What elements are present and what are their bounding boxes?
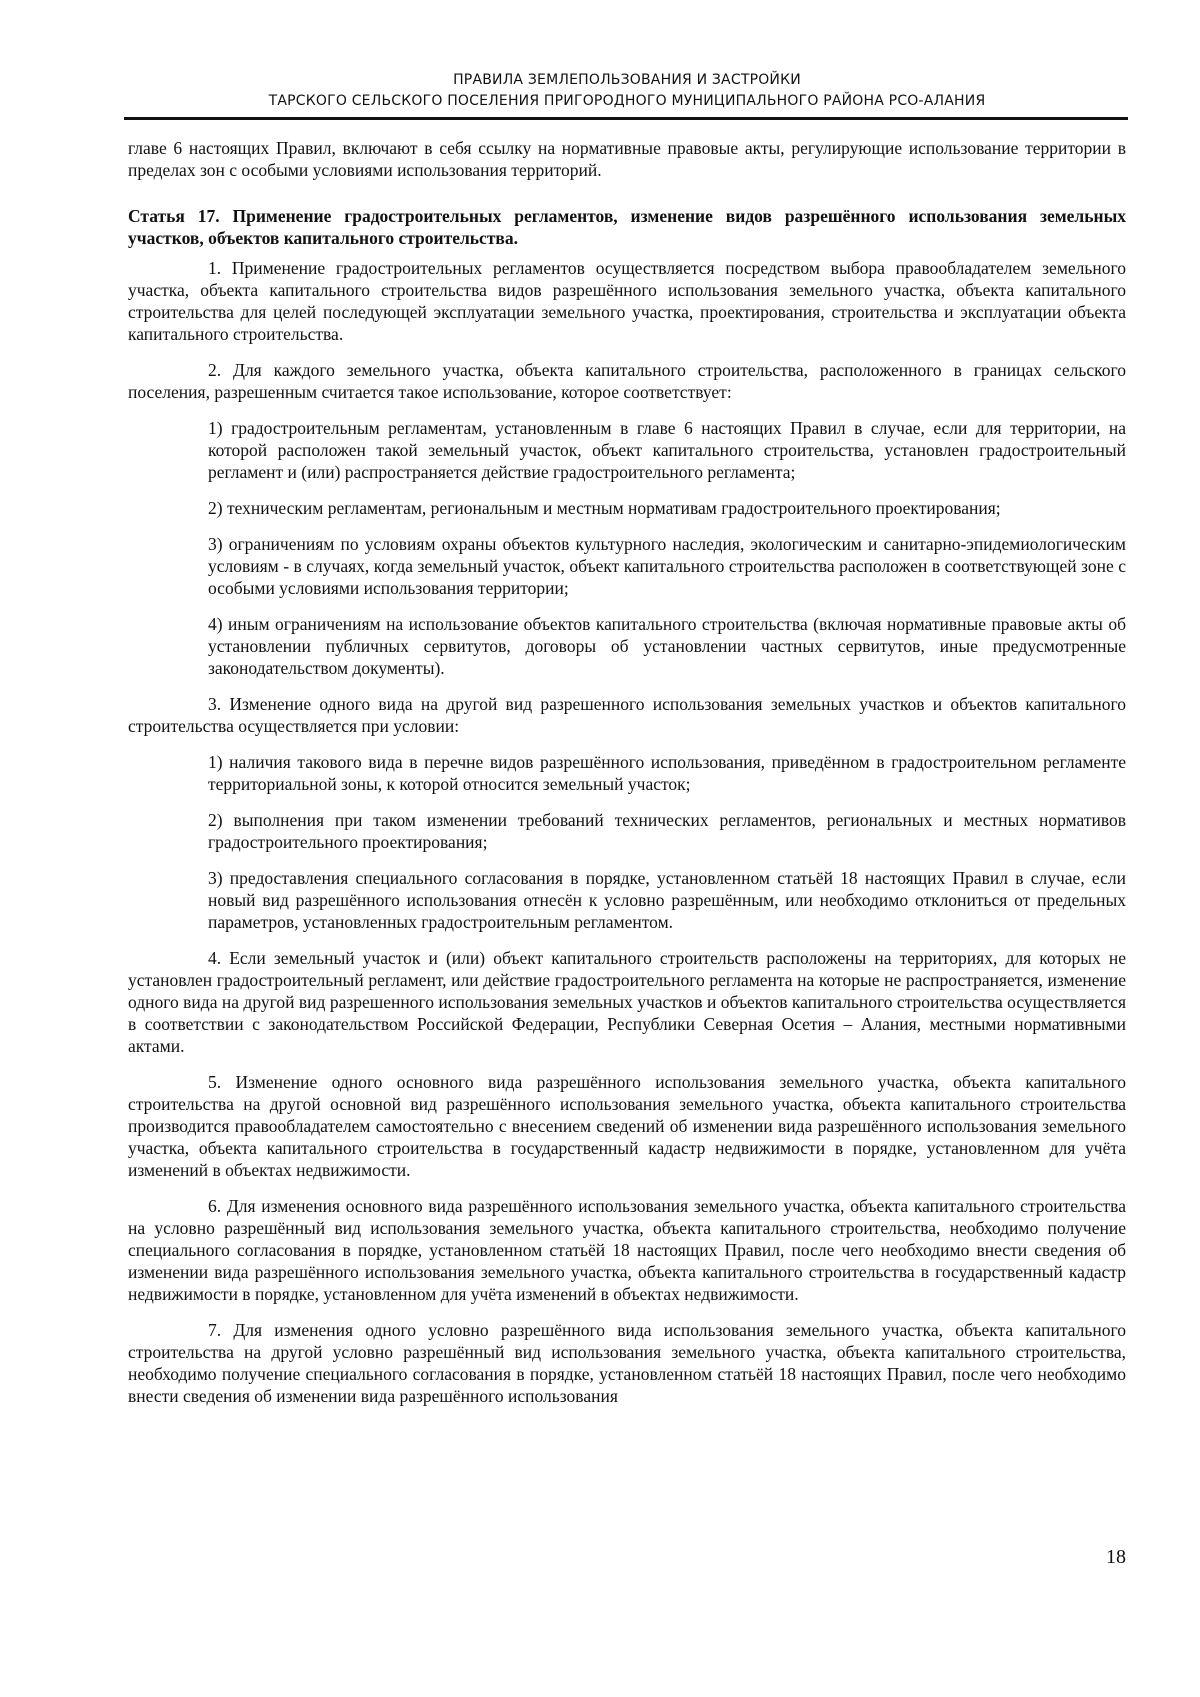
paragraph-2-item-1: 1) градостроительным регламентам, установленным в главе 6 настоящих Правил в случае, если для территории, на которой расположен такой земельный участок, объект капитального строительства, установлен градостроительный регламент и (или) распространяется действие градостроительного регламента;: [208, 418, 1126, 482]
paragraph-4: 4. Если земельный участок и (или) объект капитального строительств расположены на территориях, для которых не установлен градостроительный регламент, или действие градостроительного регламента на которые не распространяется, изменение одного вида на другой вид разрешенного использования земельных участков и объектов капитального строительства осуществляется в соответствии с законодательством Российской Федерации, Республики Северная Осетия – Алания, местными нормативными актами.: [128, 948, 1126, 1056]
paragraph-3-item-2: 2) выполнения при таком изменении требований технических регламентов, региональных и местных нормативов градостроительного проектирования;: [208, 810, 1126, 852]
header-title-line-1: ПРАВИЛА ЗЕМЛЕПОЛЬЗОВАНИЯ И ЗАСТРОЙКИ: [453, 72, 801, 88]
article-title: Статья 17. Применение градостроительных регламентов, изменение видов разрешённого использования земельных участков, объектов капитального строительства.: [128, 206, 1126, 248]
header-title-line-2: ТАРСКОГО СЕЛЬСКОГО ПОСЕЛЕНИЯ ПРИГОРОДНОГО МУНИЦИПАЛЬНОГО РАЙОНА РСО-АЛАНИЯ: [268, 93, 986, 109]
paragraph-2-item-2: 2) техническим регламентам, региональным и местным нормативам градостроительного проектирования;: [208, 498, 1001, 518]
document-body: [128, 137, 1126, 1421]
paragraph-1: 1. Применение градостроительных регламентов осуществляется посредством выбора правообладателем земельного участка, объекта капитального строительства видов разрешённого использования земельного участка, объекта капитального строительства для целей последующей эксплуатации земельного участка, проектирования, строительства и эксплуатации объекта капитального строительства.: [128, 258, 1126, 344]
paragraph-7: 7. Для изменения одного условно разрешённого вида использования земельного участка, объекта капитального строительства на другой условно разрешённый вид использования земельного участка, объекта капитального строительства, необходимо получение специального согласования в порядке, установленном статьёй 18 настоящих Правил, после чего необходимо внести сведения об изменении вида разрешённого использования: [128, 1320, 1126, 1406]
paragraph-6: 6. Для изменения основного вида разрешённого использования земельного участка, объекта капитального строительства на условно разрешённый вид использования земельного участка, объекта капитального строительства, необходимо получение специального согласования в порядке, установленном статьёй 18 настоящих Правил, после чего необходимо внести сведения об изменении вида разрешённого использования земельного участка, объекта капитального строительства в государственный кадастр недвижимости в порядке, установленном для учёта изменений в объектах недвижимости.: [128, 1196, 1126, 1304]
header-divider: [124, 117, 1128, 120]
paragraph-2: 2. Для каждого земельного участка, объекта капитального строительства, расположенного в границах сельского поселения, разрешенным считается такое использование, которое соответствует:: [128, 360, 1126, 402]
page-header: [128, 70, 1126, 112]
paragraph-2-item-3: 3) ограничениям по условиям охраны объектов культурного наследия, экологическим и санитарно-эпидемиологическим условиям - в случаях, когда земельный участок, объект капитального строительства расположен в соответствующей зоне с особыми условиями использования территории;: [208, 534, 1126, 598]
paragraph-2-item-4: 4) иным ограничениям на использование объектов капитального строительства (включая нормативные правовые акты об установлении публичных сервитутов, договоры об установлении частных сервитутов, иные предусмотренные законодательством документы).: [208, 614, 1126, 678]
intro-paragraph: главе 6 настоящих Правил, включают в себя ссылку на нормативные правовые акты, регулирующие использование территории в пределах зон с особыми условиями использования территорий.: [128, 138, 1126, 180]
paragraph-5: 5. Изменение одного основного вида разрешённого использования земельного участка, объекта капитального строительства на другой основной вид разрешённого использования земельного участка, объекта капитального строительства производится правообладателем самостоятельно с внесением сведений об изменении вида разрешённого использования земельного участка, объекта капитального строительства в государственный кадастр недвижимости в порядке, установленном для учёта изменений в объектах недвижимости.: [128, 1072, 1126, 1180]
paragraph-3-item-3: 3) предоставления специального согласования в порядке, установленном статьёй 18 настоящих Правил в случае, если новый вид разрешённого использования отнесён к условно разрешённым, или необходимо отклониться от предельных параметров, установленных градостроительным регламентом.: [208, 868, 1126, 932]
paragraph-3-item-1: 1) наличия такового вида в перечне видов разрешённого использования, приведённом в градостроительном регламенте территориальной зоны, к которой относится земельный участок;: [208, 752, 1126, 794]
page-number: 18: [1106, 1546, 1126, 1568]
paragraph-3: 3. Изменение одного вида на другой вид разрешенного использования земельных участков и объектов капитального строительства осуществляется при условии:: [128, 694, 1126, 736]
